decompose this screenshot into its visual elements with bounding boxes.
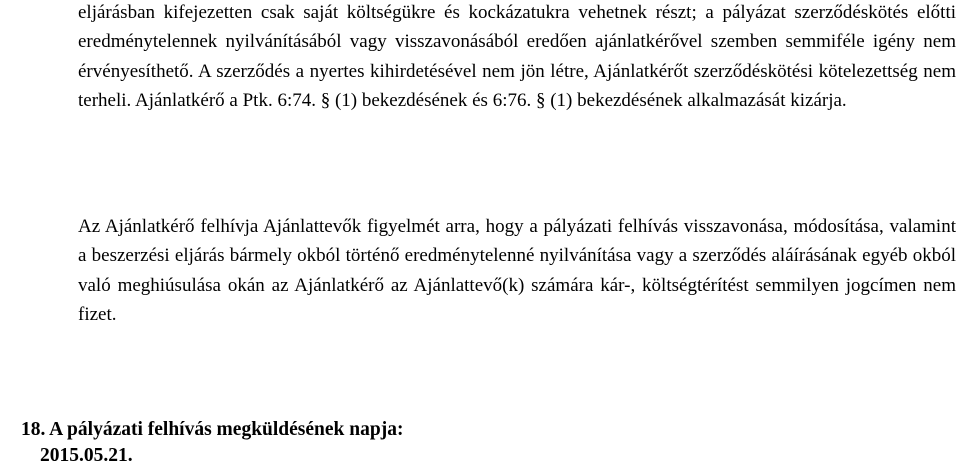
- section-heading-dispatch-date: 18. A pályázati felhívás megküldésének napja:: [21, 419, 404, 440]
- paragraph-liability: eljárásban kifejezetten csak saját költségükre és kockázatukra vehetnek részt; a pályázat szerződéskötés előtti eredménytelennek nyilvánításából vagy visszavonásából eredően ajánlatkérővel szemben semmiféle igény nem érvényesíthető. A szerződés a nyertes kihirdetésével nem jön létre, Ajánlatkérőt szerződéskötési kötelezettség nem terheli. Ajánlatkérő a Ptk. 6:74. § (1) bekezdésének és 6:76. § (1) bekezdésének alkalmazását kizárja.: [78, 2, 956, 111]
- paragraph-withdrawal-notice: Az Ajánlatkérő felhívja Ajánlattevők figyelmét arra, hogy a pályázati felhívás visszavonása, módosítása, valamint a beszerzési eljárás bármely okból történő eredménytelenné nyilvánítása vagy a szerződés aláírásának egyéb okból való meghiúsulása okán az Ajánlatkérő az Ajánlattevő(k) számára kár-, költségtérítést semmilyen jogcímen nem fizet.: [78, 216, 956, 325]
- dispatch-date: 2015.05.21.: [40, 445, 133, 466]
